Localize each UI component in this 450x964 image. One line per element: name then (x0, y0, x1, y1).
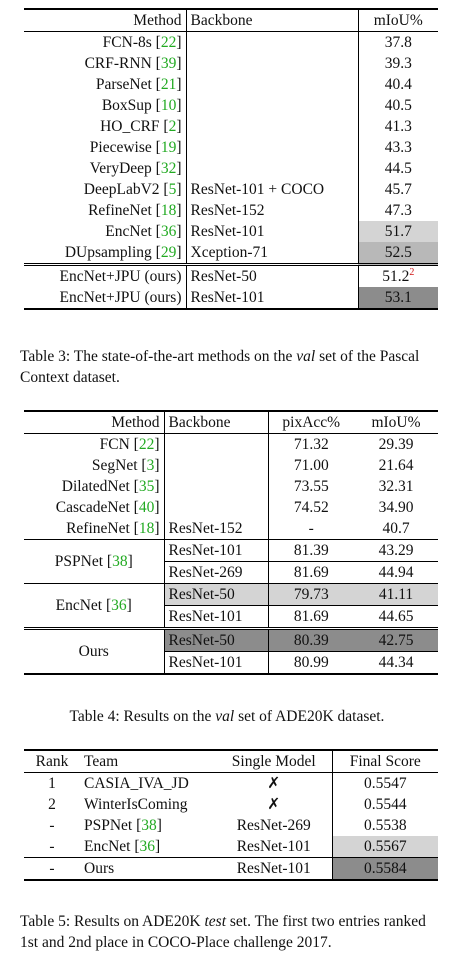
rank-cell: - (49, 816, 55, 834)
table-row (24, 518, 438, 540)
table-header-row (24, 750, 438, 773)
rank-cell: - (24, 858, 80, 881)
table-row-ours (24, 287, 438, 309)
table-4 (24, 410, 438, 675)
caption-text: Table 3: The state-of-the-art methods on the (20, 348, 297, 365)
score-cell: 0.5547 (363, 774, 407, 792)
miou-cell: 41.3 (384, 117, 412, 135)
citation-link[interactable]: 10 (160, 96, 177, 114)
method-cell: FCN [22] (24, 434, 164, 456)
method-cell: FCN-8s [22] (24, 32, 186, 54)
table-row (24, 158, 438, 179)
citation-link[interactable]: 38 (141, 816, 157, 834)
citation-link[interactable]: 22 (160, 33, 177, 51)
citation-link[interactable]: 18 (160, 201, 177, 219)
citation-link[interactable]: 22 (138, 435, 155, 453)
team-cell: CASIA_IVA_JD (84, 774, 189, 792)
table-row (24, 584, 438, 606)
method-name: FCN-8s (102, 33, 152, 51)
caption-text: Table 4: Results on the (69, 708, 216, 725)
team-name: EncNet (84, 837, 131, 855)
column-header: Final Score (332, 750, 438, 773)
backbone-cell: ResNet-101 (186, 221, 358, 242)
score-cell: 0.5538 (363, 816, 407, 834)
table-3 (24, 8, 438, 310)
citation-link[interactable]: 21 (160, 75, 177, 93)
method-cell: RefineNet [18] (24, 518, 164, 540)
table-row (24, 476, 438, 497)
backbone-cell: ResNet-101 (164, 606, 268, 629)
citation-link[interactable]: 38 (112, 552, 128, 570)
backbone-cell: ResNet-50 (164, 584, 268, 606)
miou-cell: 21.64 (378, 456, 414, 474)
table-row (24, 815, 438, 836)
backbone-cell (186, 32, 358, 54)
model-cell: ResNet-101 (216, 836, 332, 858)
citation-link[interactable]: 2 (168, 117, 177, 135)
score-cell: 0.5544 (363, 795, 407, 813)
citation-link[interactable]: 40 (138, 498, 155, 516)
column-header: pixAcc% (268, 411, 354, 434)
backbone-cell: ResNet-152 (164, 518, 268, 540)
miou-cell (358, 265, 438, 288)
method-cell: BoxSup [10] (24, 95, 186, 116)
table-row (24, 116, 438, 137)
miou-cell: 44.34 (354, 652, 438, 675)
caption-text: Table 5: Results on ADE20K (20, 913, 205, 930)
backbone-cell (164, 455, 268, 476)
method-cell: ParseNet [21] (24, 74, 186, 95)
citation-link[interactable]: 5 (168, 180, 177, 198)
column-header: mIoU% (358, 9, 438, 32)
miou-cell: 44.65 (378, 607, 414, 625)
team-cell: PSPNet [38] (84, 816, 162, 834)
citation-link[interactable]: 39 (160, 54, 177, 72)
table-row (24, 221, 438, 242)
column-header: Team (80, 750, 216, 773)
method-name: EncNet (105, 222, 152, 240)
model-cell: ResNet-269 (216, 815, 332, 836)
miou-cell: 37.8 (384, 33, 412, 51)
backbone-cell (164, 497, 268, 518)
method-cell: EncNet+JPU (ours) (24, 287, 186, 309)
method-cell: SegNet [3] (24, 455, 164, 476)
pixacc-cell: 81.69 (268, 562, 354, 584)
score-cell: 0.5584 (332, 858, 438, 881)
miou-cell: 42.75 (354, 629, 438, 652)
column-header: Backbone (164, 411, 268, 434)
method-name: RefineNet (88, 201, 152, 219)
rank-cell: 2 (48, 795, 56, 813)
table-row (24, 242, 438, 265)
miou-cell: 52.5 (358, 242, 438, 265)
table-header-row (24, 411, 438, 434)
miou-value: 51.2 (382, 268, 410, 286)
method-cell: EncNet [36] (24, 221, 186, 242)
pixacc-cell: 71.32 (293, 435, 329, 453)
citation-link[interactable]: 18 (138, 519, 155, 537)
column-header: Rank (24, 750, 80, 773)
backbone-cell (186, 158, 358, 179)
citation-link[interactable]: 19 (160, 138, 177, 156)
pixacc-cell: 81.39 (268, 540, 354, 562)
table-4-caption (20, 706, 434, 727)
caption-text: set. The first two entries ranked 1st and 2nd place in COCO-Place challenge 2017. (20, 913, 426, 951)
pixacc-cell: - (268, 518, 354, 540)
table-3-caption (20, 346, 434, 388)
table-row (24, 836, 438, 858)
caption-text: set of ADE20K dataset. (234, 708, 385, 725)
model-cell: ✗ (216, 794, 332, 815)
backbone-cell: ResNet-269 (164, 562, 268, 584)
table-row (24, 434, 438, 456)
method-name: DeepLabV2 (83, 180, 160, 198)
miou-cell: 44.94 (354, 562, 438, 584)
method-name: CascadeNet (55, 498, 130, 516)
column-header: Single Model (216, 750, 332, 773)
table-row (24, 497, 438, 518)
method-name: ParseNet (95, 75, 152, 93)
method-cell: HO_CRF [2] (24, 116, 186, 137)
method-cell: CRF-RNN [39] (24, 53, 186, 74)
miou-cell: 32.31 (378, 477, 414, 495)
pixacc-cell: 74.52 (293, 498, 329, 516)
table-row (24, 773, 438, 795)
citation-link[interactable]: 36 (111, 596, 127, 614)
column-header: Method (24, 9, 186, 32)
caption-italic: val (296, 348, 316, 365)
caption-italic: test (204, 913, 227, 930)
table-header-row (24, 9, 438, 32)
citation-link[interactable]: 32 (160, 159, 177, 177)
method-cell: EncNet+JPU (ours) (24, 265, 186, 288)
method-cell: Piecewise [19] (24, 137, 186, 158)
backbone-cell: ResNet-152 (186, 200, 358, 221)
model-cell: ✗ (216, 773, 332, 795)
method-cell: DilatedNet [35] (24, 476, 164, 497)
method-cell: EncNet [36] (24, 584, 164, 629)
method-name: DUpsampling (64, 243, 152, 261)
miou-cell: 44.5 (384, 159, 412, 177)
method-cell: CascadeNet [40] (24, 497, 164, 518)
method-name: VeryDeep (89, 159, 152, 177)
backbone-cell (186, 53, 358, 74)
caption-text: set of the Pascal Context dataset. (20, 348, 420, 386)
method-cell: Ours (24, 629, 164, 675)
miou-cell: 53.1 (358, 287, 438, 309)
table-row (24, 179, 438, 200)
method-cell: PSPNet [38] (24, 540, 164, 584)
table-row (24, 137, 438, 158)
method-cell: RefineNet [18] (24, 200, 186, 221)
backbone-cell: Xception-71 (186, 242, 358, 265)
table-row (24, 794, 438, 815)
method-name: BoxSup (101, 96, 152, 114)
miou-cell: 51.7 (358, 221, 438, 242)
table-row (24, 540, 438, 562)
model-cell: ResNet-101 (216, 858, 332, 881)
column-header: Backbone (186, 9, 358, 32)
rank-cell: 1 (48, 774, 56, 792)
citation-link[interactable]: 36 (139, 837, 156, 855)
column-header: Method (24, 411, 164, 434)
table-row (24, 74, 438, 95)
backbone-cell (186, 74, 358, 95)
pixacc-cell: 81.69 (293, 607, 329, 625)
miou-cell: 47.3 (384, 201, 412, 219)
miou-cell: 43.29 (354, 540, 438, 562)
backbone-cell: ResNet-50 (186, 265, 358, 288)
method-name: PSPNet (54, 552, 104, 570)
method-cell: DUpsampling [29] (24, 242, 186, 265)
method-name: HO_CRF (100, 117, 160, 135)
table-row-ours (24, 265, 438, 288)
backbone-cell (164, 434, 268, 456)
citation-link[interactable]: 36 (160, 222, 177, 240)
backbone-cell: ResNet-101 (186, 287, 358, 309)
method-name: DilatedNet (61, 477, 130, 495)
miou-cell: 40.5 (384, 96, 412, 114)
method-name: CRF-RNN (84, 54, 152, 72)
backbone-cell (164, 476, 268, 497)
backbone-cell (186, 137, 358, 158)
method-name: RefineNet (66, 519, 130, 537)
miou-cell: 41.11 (354, 584, 438, 606)
citation-link[interactable]: 29 (160, 243, 177, 261)
team-cell: WinterIsComing (84, 795, 188, 813)
citation-link[interactable]: 3 (146, 456, 155, 474)
table-5 (24, 749, 438, 881)
table-5-caption (20, 911, 440, 953)
caption-italic: val (215, 708, 235, 725)
backbone-cell (186, 95, 358, 116)
pixacc-cell: 73.55 (293, 477, 329, 495)
score-cell: 0.5567 (332, 836, 438, 858)
method-cell: VeryDeep [32] (24, 158, 186, 179)
miou-cell: 43.3 (384, 138, 412, 156)
miou-cell: 45.7 (384, 180, 412, 198)
table-row (24, 53, 438, 74)
method-name: SegNet (91, 456, 138, 474)
team-cell: Ours (80, 858, 216, 881)
method-name: EncNet (55, 596, 103, 614)
miou-cell: 34.90 (378, 498, 414, 516)
pixacc-cell: 71.00 (293, 456, 329, 474)
table-row-ours (24, 858, 438, 881)
miou-cell: 29.39 (378, 435, 414, 453)
method-name: Piecewise (89, 138, 152, 156)
rank-cell: - (49, 837, 55, 855)
miou-cell: 40.4 (384, 75, 412, 93)
method-cell: DeepLabV2 [5] (24, 179, 186, 200)
miou-cell: 39.3 (384, 54, 412, 72)
backbone-cell: ResNet-101 + COCO (186, 179, 358, 200)
team-cell: EncNet [36] (84, 837, 161, 855)
backbone-cell: ResNet-101 (164, 540, 268, 562)
table-row (24, 455, 438, 476)
backbone-cell: ResNet-101 (164, 652, 268, 675)
miou-cell: 40.7 (354, 518, 438, 540)
table-row (24, 200, 438, 221)
pixacc-cell: 80.99 (268, 652, 354, 675)
citation-link[interactable]: 35 (138, 477, 155, 495)
table-row (24, 95, 438, 116)
pixacc-cell: 79.73 (268, 584, 354, 606)
team-name: PSPNet (84, 816, 133, 834)
table-row-ours (24, 629, 438, 652)
method-name: FCN (99, 435, 130, 453)
backbone-cell (186, 116, 358, 137)
footnote-marker[interactable]: 2 (409, 267, 415, 279)
column-header: mIoU% (354, 411, 438, 434)
backbone-cell: ResNet-50 (164, 629, 268, 652)
table-row (24, 32, 438, 54)
pixacc-cell: 80.39 (268, 629, 354, 652)
